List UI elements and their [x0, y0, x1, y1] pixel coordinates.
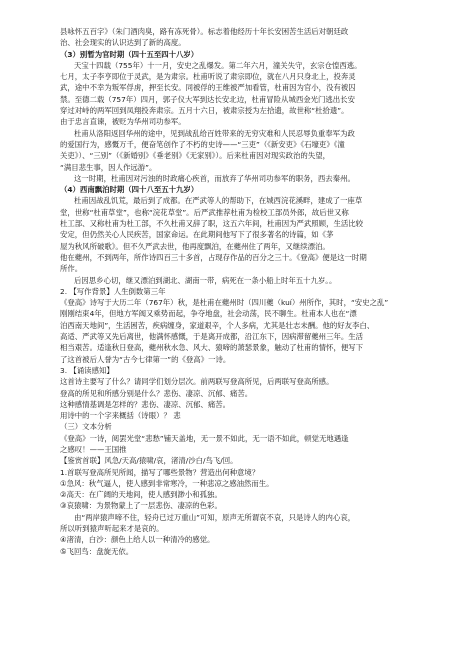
text-line: 杜甫从洛阳返回华州的途中，见到战乱给百姓带来的无穷灾难和人民忍辱负重奉军为政: [74, 128, 355, 138]
text-line: 关吏》）、“三别”（《新婚别》《垂老别》《无家别》）。后来杜甫因对现实政治的失望，: [60, 151, 330, 161]
text-line: ④渚清，白沙：颜色上给人以一种清冷的感觉。: [60, 535, 215, 545]
text-line: 《登高》一诗，阅罢光堂“悲愁”铺天盖地，无一景不如此，无一语不如此，顿觉无地遇逢: [60, 433, 349, 443]
text-line: 3. 【诵读感知】: [60, 365, 114, 375]
text-line: （三）文本分析: [60, 422, 112, 432]
text-line: “满目悲生事，因人作远游”。: [60, 162, 157, 172]
text-line: 泊西南天地间”，生活困苦，疾病缠身，家道艰辛，个人多病，尤其是壮志未酬。他的好友李白、: [60, 320, 375, 330]
text-line: 所以听到猿声听起来才是哀的。: [60, 524, 164, 534]
text-line: 由“两岸猿声啼不住，轻舟已过万重山”可知，原声无所谓哀不哀，只是诗人的内心哀，: [74, 512, 356, 522]
document-page: [60, 26, 415, 557]
text-line: ③哀猿啸：为景物蒙上了一层悲伤、凄凉的色彩。: [60, 501, 222, 511]
text-line: 高适、严武等又先后离世，他满怀感慨，于是离开成都，沿江东下，因病滞留夔州三年。生活: [60, 332, 364, 342]
text-line: 由于忠言直谏，被贬为华州司功参军。: [60, 117, 186, 127]
text-line: ②高天：在广阔的天地间，使人感到渺小和孤独。: [60, 490, 222, 500]
section-heading: （3）别暂为官时期（四十五至四十八岁）: [60, 49, 199, 59]
text-line: 杜工部、又称杜甫为杜工部，不久杜甫又辞了职，这五六年间，杜甫因为严武照顾，生活比较: [60, 219, 364, 229]
text-line: ①急风：秋气逼人，使人感到非常寒冷，一种悲凉之感油然而生。: [60, 478, 274, 488]
text-line: 的爱国行为，感慨万千，便奋笔创作了不朽的史诗——“三吏”（《新安吏》《石壕吏》《潼: [60, 139, 345, 149]
text-line: 治、社会现实的认识达到了新的高度。: [60, 38, 186, 48]
text-line: 2. 【写作背景】人生倒数第三年: [60, 286, 166, 296]
text-line: 了这首被后人誉为“古今七律第一”的《登高》一诗。: [60, 354, 231, 364]
text-line: 他在夔州，不到两年，所作诗四百三十多首，占现存作品的百分之三十。《登高》便是这一时期: [60, 252, 367, 262]
text-line: 杜甫因战乱饥荒，最后到了成都。在严武等人的帮助下，在城西浣花溪畔，建成了一座草: [74, 196, 363, 206]
text-line: ⑤飞回鸟：盘旋无依。: [60, 546, 134, 556]
text-line: 这一时期，杜甫因对污浊的时政痛心疾首，而放弃了华州司功参军的职务，西去秦州。: [74, 173, 355, 183]
text-line: 这种感情基调是怎样的？悲伤、凄凉、沉郁、痛苦。: [60, 399, 230, 409]
text-line: 1.首联写登高所见所闻，描写了哪些景物？营造出何种意境？: [60, 467, 260, 477]
text-line: 天宝十四载（755年）十一月，安史之乱爆发。第二年六月，潼关失守，玄宗仓惶西逃。: [74, 60, 362, 70]
text-line: 之感叹！——王国推: [60, 444, 127, 454]
text-line: 屋为秋风所破歌》。但不久严武去世，他再度飘泊，在夔州住了两年，又继续漂泊。: [60, 241, 330, 251]
text-line: 刚刚结束4年，但地方军阀又乘势而起，争夺地盘，社会动荡，民不聊生。杜甫本人也在“漂: [60, 309, 357, 319]
text-line: 所作。: [60, 264, 83, 274]
text-line: 穿过对峙的两军回到凤翔投奔肃宗。五月十六日，被肃宗授为左拾遗，故世称“杜拾遗”。: [60, 106, 349, 116]
text-line: 【鉴赏首联】风急/天高/猿啸/哀，渚清/沙白/鸟飞/回。: [60, 456, 238, 466]
text-line: 安定，但仍然关心人民疾苦，国家命运。在此期间他写下了很多著名的诗篇，如《茅: [60, 230, 334, 240]
text-line: 《登高》诗写于大历二年（767年）秋，是杜甫在夔州时（四川夔（kuí）州所作，其时，“安史之乱”: [60, 298, 389, 308]
text-line: 县咏怀五百字》（朱门酒肉臭，路有冻死骨）。标志着他经历十年长安困苦生活后对朝廷政: [60, 27, 349, 36]
text-line: 用诗中的一个字来概括（诗眼）？ 悲: [60, 411, 181, 421]
text-line: 后因思乡心切，继又漂泊到湖北、湖南一带，病死在一条小船上时年五十九岁。。: [74, 275, 337, 285]
text-line: 这首诗主要写了什么？请同学们划分层次。前两联写登高所见，后两联写登高所感。: [60, 377, 334, 387]
text-line: 禁。至德二载（757年）四月，郭子仪大军到达长安北边，杜甫冒险从城西金光门逃出长安: [60, 94, 355, 104]
text-line: 登高的所见和所感分别是什么？悲伤、凄凉、沉郁、痛苦。: [60, 388, 253, 398]
text-line: 七月，太子李亨即位于灵武，是为肃宗。杜甫听说了肃宗即位，就在八月只身北上，投奔灵: [60, 72, 356, 82]
section-heading: （4）西南飘泊时期（四十八至五十九岁）: [60, 185, 199, 195]
text-line: 相当艰苦。适逢秋日登高，夔州秋水急、风大、猿啼的萧瑟景象，触动了杜甫的情怀，便写下: [60, 343, 364, 353]
text-line: 武，途中不幸为叛军俘虏，押至长安。同被俘的王维被严加看管，杜甫因为官小，没有被囚: [60, 83, 356, 93]
text-line: 堂，世称“杜甫草堂”，也称“浣花草堂”。后严武推荐杜甫为检校工部员外郎，故后世又称: [60, 207, 349, 217]
